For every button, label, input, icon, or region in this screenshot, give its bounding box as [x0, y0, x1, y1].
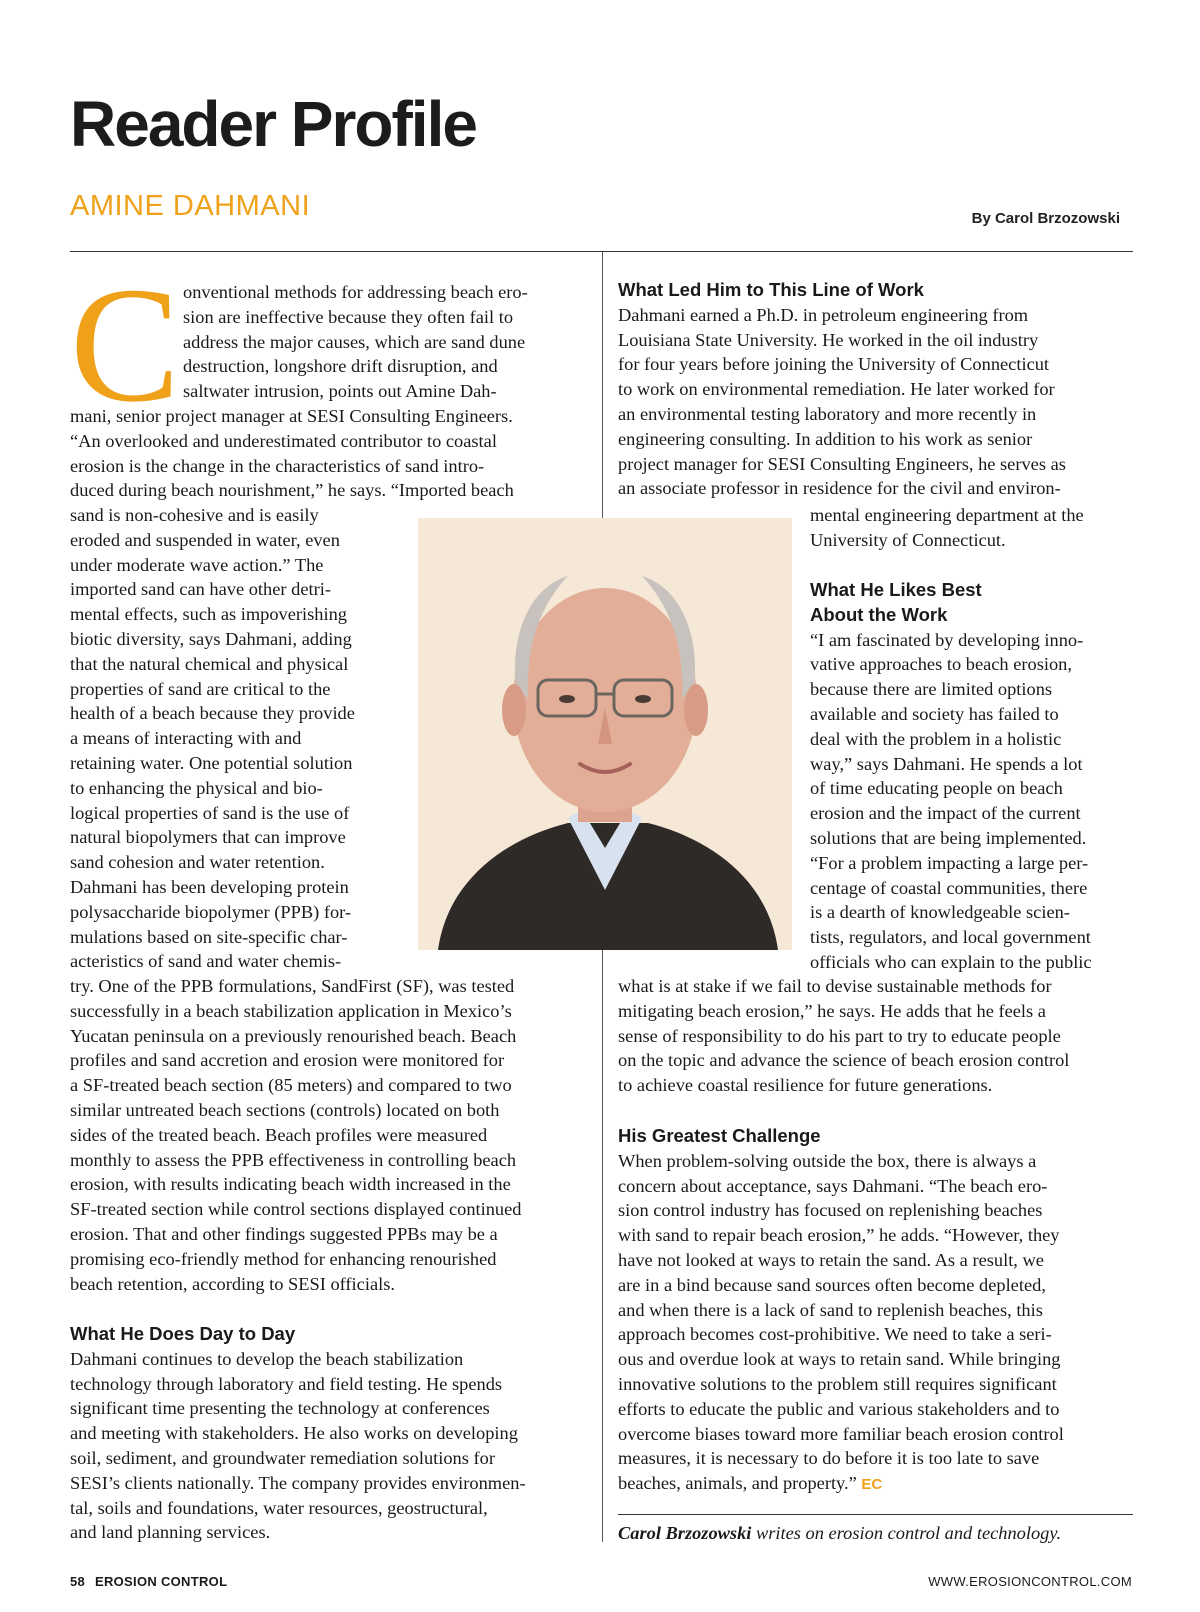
- text-line: measures, it is necessary to do before it is too late to save: [618, 1448, 1040, 1469]
- text-line: and when there is a lack of sand to replenish beaches, this: [618, 1299, 1043, 1320]
- text-line: an environmental testing laboratory and more recently in: [618, 403, 1037, 424]
- last-line-text: beaches, animals, and property.”: [618, 1473, 857, 1494]
- text-line: officials who can explain to the public: [810, 951, 1092, 972]
- text-line: retaining water. One potential solution: [70, 752, 353, 773]
- text-line: sand cohesion and water retention.: [70, 852, 325, 873]
- text-line: mental effects, such as impoverishing: [70, 604, 347, 625]
- text-line: innovative solutions to the problem still requires significant: [618, 1373, 1057, 1394]
- text-line: Dahmani earned a Ph.D. in petroleum engineering from: [618, 304, 1029, 325]
- text-line: properties of sand are critical to the: [70, 678, 331, 699]
- text-line: a SF-treated beach section (85 meters) and compared to two: [70, 1075, 512, 1096]
- section-last-line: [618, 1471, 1138, 1498]
- text-line: erosion, with results indicating beach width increased in the: [70, 1174, 511, 1195]
- text-line: SF-treated section while control sections displayed continued: [70, 1199, 522, 1220]
- text-line: tal, soils and foundations, water resources, geostructural,: [70, 1497, 488, 1518]
- section-career-path: [618, 278, 1138, 501]
- text-line: soil, sediment, and groundwater remediation solutions for: [70, 1447, 495, 1468]
- text-line: because there are limited options: [810, 679, 1053, 700]
- section-heading: What Led Him to This Line of Work: [618, 279, 924, 300]
- text-line: centage of coastal communities, there: [810, 877, 1088, 898]
- text-line: When problem-solving outside the box, there is always a: [618, 1150, 1037, 1171]
- section-likes-best: [810, 578, 1140, 975]
- text-line: sides of the treated beach. Beach profiles were measured: [70, 1124, 488, 1145]
- text-line: imported sand can have other detri-: [70, 579, 331, 600]
- text-line: Louisiana State University. He worked in the oil industry: [618, 329, 1039, 350]
- text-line: way,” says Dahmani. He spends a lot: [810, 753, 1083, 774]
- text-line: a means of interacting with and: [70, 728, 302, 749]
- text-line: of time educating people on beach: [810, 778, 1063, 799]
- likes-full-block: [618, 974, 1138, 1098]
- text-line: vative approaches to beach erosion,: [810, 654, 1072, 675]
- page-title: Reader Profile: [70, 88, 476, 160]
- text-line: “I am fascinated by developing inno-: [810, 629, 1084, 650]
- text-line: are in a bind because sand sources often become depleted,: [618, 1274, 1046, 1295]
- text-line: solutions that are being implemented.: [810, 827, 1087, 848]
- intro-narrow-block: [70, 503, 410, 974]
- intro-bottom-block: [70, 974, 595, 1296]
- text-line: profiles and sand accretion and erosion were monitored for: [70, 1050, 505, 1071]
- text-line: and meeting with stakeholders. He also works on developing: [70, 1423, 518, 1444]
- section-body: [810, 628, 1140, 975]
- text-line: eroded and suspended in water, even: [70, 529, 340, 550]
- text-line: onventional methods for addressing beach ero-: [183, 282, 528, 302]
- section-heading: What He Likes Best: [810, 579, 982, 600]
- footer-website: WWW.EROSIONCONTROL.COM: [928, 1574, 1132, 1589]
- section-body: [618, 1149, 1138, 1471]
- text-line: mental engineering department at the: [810, 505, 1084, 525]
- text-line: available and society has failed to: [810, 703, 1059, 724]
- text-line: mitigating beach erosion,” he says. He adds that he feels a: [618, 1000, 1046, 1021]
- end-mark: EC: [861, 1476, 883, 1494]
- text-line: an associate professor in residence for the civil and environ-: [618, 478, 1061, 499]
- text-line: is a dearth of knowledgeable scien-: [810, 902, 1070, 923]
- author-byline: By Carol Brzozowski: [971, 210, 1120, 227]
- intro-full-block: [70, 404, 590, 503]
- bio-divider: [618, 1514, 1133, 1515]
- section-day-to-day: [70, 1322, 595, 1545]
- text-line: Dahmani continues to develop the beach stabilization: [70, 1348, 464, 1369]
- text-line: to enhancing the physical and bio-: [70, 777, 323, 798]
- drop-cap: C: [70, 253, 181, 436]
- text-line: erosion is the change in the characteristics of sand intro-: [70, 455, 485, 476]
- text-line: destruction, longshore drift disruption, and: [183, 356, 498, 377]
- section-body: [618, 303, 1138, 501]
- section-heading: What He Does Day to Day: [70, 1323, 296, 1344]
- text-line: significant time presenting the technology at conferences: [70, 1398, 490, 1419]
- text-line: sion control industry has focused on replenishing beaches: [618, 1200, 1043, 1221]
- text-line: acteristics of sand and water chemis-: [70, 951, 342, 972]
- text-line: “For a problem impacting a large per-: [810, 852, 1089, 873]
- text-line: sense of responsibility to do his part to try to educate people: [618, 1025, 1061, 1046]
- text-line: health of a beach because they provide: [70, 703, 355, 724]
- text-line: what is at stake if we fail to devise sustainable methods for: [618, 976, 1052, 996]
- text-line: ous and overdue look at ways to retain sand. While bringing: [618, 1349, 1061, 1370]
- text-line: logical properties of sand is the use of: [70, 802, 350, 823]
- author-bio-text: writes on erosion control and technology.: [751, 1523, 1062, 1543]
- text-line: Dahmani has been developing protein: [70, 876, 349, 897]
- text-line: technology through laboratory and field testing. He spends: [70, 1373, 503, 1394]
- text-line: engineering consulting. In addition to his work as senior: [618, 428, 1033, 449]
- text-line: on the topic and advance the science of beach erosion control: [618, 1050, 1070, 1071]
- text-line: natural biopolymers that can improve: [70, 827, 346, 848]
- profile-photo: [418, 518, 792, 950]
- page-number: 58: [70, 1574, 86, 1589]
- text-line: and land planning services.: [70, 1522, 271, 1543]
- text-line: approach becomes cost-prohibitive. We need to take a seri-: [618, 1324, 1052, 1345]
- text-line: erosion and the impact of the current: [810, 803, 1081, 824]
- section-heading: His Greatest Challenge: [618, 1125, 821, 1146]
- text-line: under moderate wave action.” The: [70, 554, 324, 575]
- text-line: promising eco-friendly method for enhancing renourished: [70, 1248, 497, 1269]
- text-line: erosion. That and other findings suggested PPBs may be a: [70, 1223, 498, 1244]
- text-line: with sand to repair beach erosion,” he adds. “However, they: [618, 1225, 1060, 1246]
- author-bio-name: Carol Brzozowski: [618, 1523, 752, 1543]
- intro-top-block: [183, 280, 583, 404]
- text-line: polysaccharide biopolymer (PPB) for-: [70, 901, 352, 922]
- text-line: monthly to assess the PPB effectiveness in controlling beach: [70, 1149, 517, 1170]
- text-line: that the natural chemical and physical: [70, 653, 349, 674]
- text-line: concern about acceptance, says Dahmani. “The beach ero-: [618, 1175, 1048, 1196]
- text-line: to achieve coastal resilience for future generations.: [618, 1075, 993, 1096]
- profile-subject-name: AMINE DAHMANI: [70, 190, 311, 222]
- text-line: sand is non-cohesive and is easily: [70, 505, 319, 525]
- text-line: project manager for SESI Consulting Engineers, he serves as: [618, 453, 1066, 474]
- publication-name: EROSION CONTROL: [94, 1574, 228, 1589]
- text-line: have not looked at ways to retain the sand. As a result, we: [618, 1249, 1044, 1270]
- text-line: efforts to educate the public and various stakeholders and to: [618, 1398, 1060, 1419]
- text-line: address the major causes, which are sand dune: [183, 331, 526, 352]
- author-bio: [618, 1523, 1061, 1544]
- section-body: [70, 1347, 595, 1545]
- text-line: SESI’s clients nationally. The company provides environmen-: [70, 1472, 526, 1493]
- text-line: mani, senior project manager at SESI Consulting Engineers.: [70, 406, 513, 426]
- text-line: beach retention, according to SESI officials.: [70, 1273, 395, 1294]
- section-greatest-challenge: [618, 1124, 1138, 1498]
- text-line: saltwater intrusion, points out Amine Dah-: [183, 381, 497, 402]
- text-line: similar untreated beach sections (controls) located on both: [70, 1099, 500, 1120]
- text-line: deal with the problem in a holistic: [810, 728, 1062, 749]
- text-line: try. One of the PPB formulations, SandFirst (SF), was tested: [70, 976, 515, 996]
- text-line: “An overlooked and underestimated contributor to coastal: [70, 430, 497, 451]
- text-line: duced during beach nourishment,” he says. “Imported beach: [70, 480, 514, 501]
- text-line: mulations based on site-specific char-: [70, 926, 348, 947]
- text-line: University of Connecticut.: [810, 529, 1006, 550]
- text-line: sion are ineffective because they often fail to: [183, 306, 514, 327]
- section-heading-line-2: About the Work: [810, 603, 948, 625]
- text-line: for four years before joining the University of Connecticut: [618, 354, 1050, 375]
- text-line: Yucatan peninsula on a previously renourished beach. Beach: [70, 1025, 517, 1046]
- text-line: tists, regulators, and local government: [810, 927, 1091, 948]
- text-line: biotic diversity, says Dahmani, adding: [70, 628, 352, 649]
- career-narrow-block: [810, 503, 1140, 553]
- footer-page-info: [70, 1574, 227, 1589]
- text-line: overcome biases toward more familiar beach erosion control: [618, 1423, 1064, 1444]
- text-line: successfully in a beach stabilization application in Mexico’s: [70, 1000, 512, 1021]
- text-line: to work on environmental remediation. He later worked for: [618, 379, 1055, 400]
